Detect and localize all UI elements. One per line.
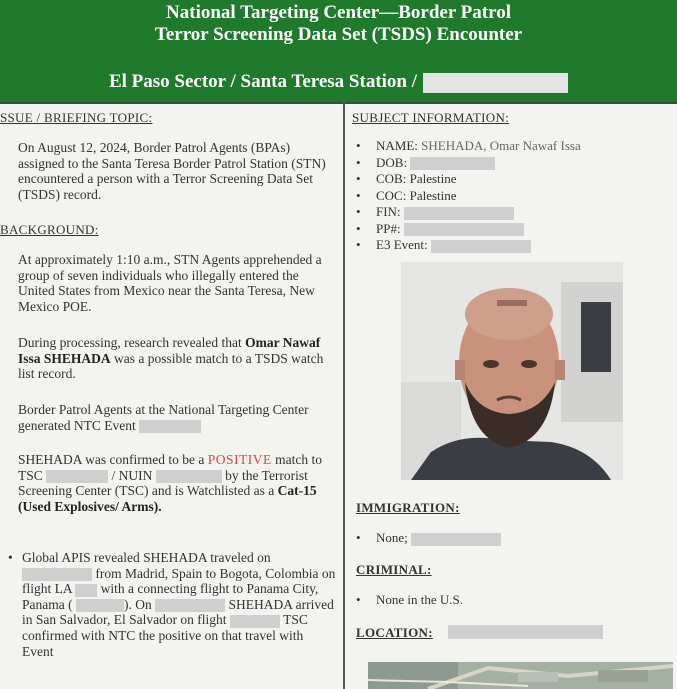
immigration-item-text: None; xyxy=(376,530,408,545)
redaction-block xyxy=(404,207,514,220)
criminal-item-text: None in the U.S. xyxy=(376,592,464,607)
redaction-block xyxy=(76,599,124,612)
issue-text: On August 12, 2024, Border Patrol Agents (BPAs) assigned to the Santa Teresa Border Patrol Station (STN) encountered a person with a Terror Screening Data Set (TSDS) record. xyxy=(18,140,326,202)
travel-text-f: TSC confirmed with NTC the positive on that travel with Event xyxy=(22,612,308,659)
bg-p4-text-c: / NUIN xyxy=(111,467,153,483)
field-pp xyxy=(356,221,581,238)
subject-photo-image xyxy=(401,262,623,480)
immigration-list xyxy=(356,530,501,547)
redaction-block xyxy=(431,240,531,253)
redaction-block xyxy=(22,568,92,581)
background-paragraph-2 xyxy=(18,335,336,382)
redaction-block xyxy=(155,599,225,612)
criminal-item xyxy=(356,592,463,609)
bg-p4-text-a: SHEHADA was confirmed to be a xyxy=(18,452,205,467)
header-sector-line xyxy=(0,70,677,94)
field-coc xyxy=(356,188,581,205)
bg-p2-text-a: During processing, research revealed that xyxy=(18,335,242,350)
immigration-heading: IMMIGRATION: xyxy=(356,500,460,515)
header-sector-text: El Paso Sector / Santa Teresa Station / xyxy=(108,71,418,92)
field-label: FIN: xyxy=(376,204,401,219)
header-rule xyxy=(0,102,677,104)
redaction-block xyxy=(423,73,568,93)
positive-label: POSITIVE xyxy=(207,452,272,467)
redaction-block xyxy=(230,615,280,628)
bg-p3-text: Border Patrol Agents at the National Targeting Center generated NTC Event xyxy=(18,402,309,433)
field-fin xyxy=(356,204,581,221)
redaction-block xyxy=(404,223,524,236)
field-label: PP#: xyxy=(376,220,401,236)
column-divider xyxy=(343,102,345,689)
travel-text-e: SHEHADA arrived in San Salvador, El Salvador on flight xyxy=(22,596,334,628)
redaction-block xyxy=(410,157,495,170)
location-map xyxy=(368,662,673,689)
field-name xyxy=(356,138,581,155)
document-header xyxy=(0,0,677,102)
background-heading: BACKGROUND: xyxy=(0,222,99,237)
subject-photo xyxy=(401,262,623,480)
header-title-line1: National Targeting Center—Border Patrol xyxy=(166,2,511,23)
criminal-list xyxy=(356,592,463,609)
background-paragraph-4 xyxy=(18,452,336,514)
field-value: Palestine xyxy=(409,171,457,186)
redaction-block xyxy=(448,625,603,639)
redaction-block xyxy=(139,420,201,433)
header-title-line2: Terror Screening Data Set (TSDS) Encounter xyxy=(154,24,523,45)
field-dob xyxy=(356,155,581,172)
travel-bullet xyxy=(22,550,336,659)
travel-text-a: Global APIS revealed SHEHADA traveled on xyxy=(22,550,271,565)
location-map-image xyxy=(368,662,673,689)
travel-text-c: with a connecting flight to Panama City, Panama ( xyxy=(22,581,319,612)
field-value: SHEHADA, Omar Nawaf Issa xyxy=(421,138,581,153)
field-value: Palestine xyxy=(409,187,457,203)
immigration-item xyxy=(356,530,501,547)
subject-name-bold: Omar Nawaf Issa SHEHADA xyxy=(18,335,321,366)
field-label: COC: xyxy=(376,187,407,203)
field-label: E3 Event: xyxy=(376,237,428,252)
briefing-page xyxy=(0,102,677,689)
field-label: NAME: xyxy=(376,138,418,153)
background-paragraph-3 xyxy=(18,402,336,433)
bg-p4-text-b: match to TSC xyxy=(18,452,322,483)
redaction-block xyxy=(156,470,222,483)
watchlist-category-bold: Cat-15 (Used Explosives/ Arms). xyxy=(18,483,317,514)
background-paragraph-1: At approximately 1:10 a.m., STN Agents apprehended a group of seven individuals who illegally entered the United States from Mexico near the Santa Teresa, New Mexico POE. xyxy=(18,252,322,314)
field-cob xyxy=(356,171,581,188)
subject-fields xyxy=(356,138,581,254)
field-e3-event xyxy=(356,237,581,254)
location-heading: LOCATION: xyxy=(356,625,433,640)
travel-text-b: from Madrid, Spain to Bogota, Colombia on flight LA xyxy=(22,565,336,597)
redaction-block xyxy=(46,470,108,483)
bg-p4-text-d: by the Terrorist Screening Center (TSC) and is Watchlisted as a xyxy=(18,467,308,499)
bg-p2-text-b: was a possible match to a TSDS watch list record. xyxy=(18,350,324,382)
field-label: COB: xyxy=(376,171,407,186)
travel-text-d: ). On xyxy=(123,596,152,612)
redaction-block xyxy=(75,584,97,597)
field-label: DOB: xyxy=(376,154,408,170)
issue-heading: SSUE / BRIEFING TOPIC: xyxy=(0,110,153,125)
subject-info-heading: SUBJECT INFORMATION: xyxy=(352,110,510,125)
criminal-heading: CRIMINAL: xyxy=(356,562,432,577)
redaction-block xyxy=(411,533,501,546)
